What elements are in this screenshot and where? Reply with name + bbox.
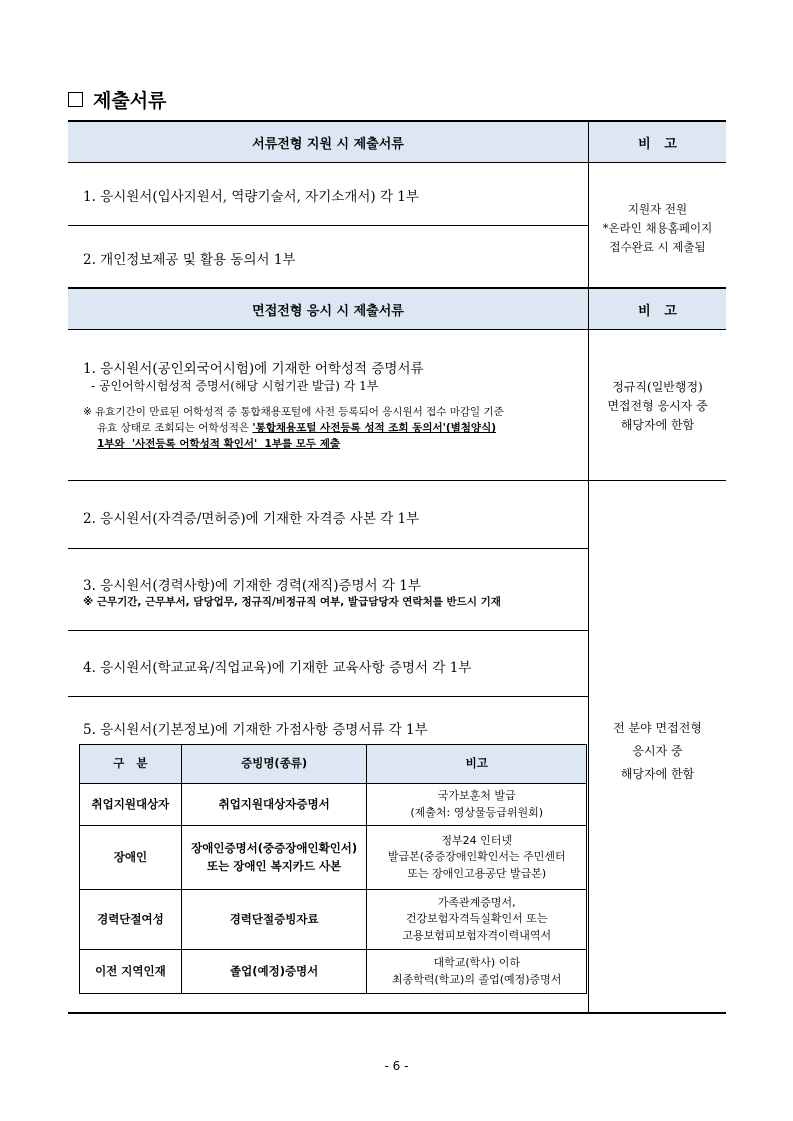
interview-item-3-note: ※ 근무기간, 근무부서, 담당업무, 정규직/비정규직 여부, 발급담당자 연락처를 반드시 기재	[83, 596, 501, 608]
rule	[68, 696, 588, 697]
rule	[68, 480, 726, 481]
interview-item-1-note-l2: 유효 상태로 조회되는 어학성적은 '통합채용포털 사전등록 성적 조회 동의서'(별첨양식)	[97, 422, 497, 434]
interview-item-4: 4. 응시원서(학교교육/직업교육)에 기재한 교육사항 증명서 각 1부	[83, 660, 472, 676]
row-category: 이전 지역인재	[80, 950, 182, 994]
interview-item-1-title: 1. 응시원서(공인외국어시험)에 기재한 어학성적 증명서류	[83, 361, 424, 377]
rule	[68, 120, 726, 122]
rule	[68, 225, 588, 226]
row-document: 장애인증명서(중증장애인확인서) 또는 장애인 복지카드 사본	[181, 826, 367, 890]
rule	[68, 162, 726, 163]
interview-remark-2: 전 분야 면접전형 응시자 중 해당자에 한함	[613, 721, 702, 781]
col-header-category: 구 분	[80, 745, 182, 784]
interview-item-3-title: 3. 응시원서(경력사항)에 기재한 경력(재직)증명서 각 1부	[83, 578, 421, 594]
table-row	[80, 784, 587, 826]
row-note: 국가보훈처 발급 (제출처: 영상물등급위원회)	[367, 784, 587, 826]
rule	[68, 630, 588, 631]
interview-item-1-sub: - 공인어학시험성적 증명서(해당 시험기관 발급) 각 1부	[91, 379, 379, 393]
rule	[68, 1012, 726, 1014]
rule	[68, 287, 726, 289]
interview-item-1-note-l1: ※ 유효기간이 만료된 어학성적 중 통합채용포털에 사전 등록되어 응시원서 접수 마감일 기준	[83, 406, 504, 418]
table-header-row	[80, 745, 587, 784]
interview-section-header: 면접전형 응시 시 제출서류	[252, 304, 404, 319]
row-document: 졸업(예정)증명서	[181, 950, 367, 994]
col-header-document: 증빙명(종류)	[181, 745, 367, 784]
interview-item-5-title: 5. 응시원서(기본정보)에 기재한 가점사항 증명서류 각 1부	[83, 722, 428, 738]
bonus-points-table	[79, 744, 587, 994]
doc-section-header: 서류전형 지원 시 제출서류	[252, 137, 404, 152]
interview-item-1-note-l3: 1부와 '사전등록 어학성적 확인서' 1부를 모두 제출	[97, 438, 341, 450]
interview-item-2: 2. 응시원서(자격증/면허증)에 기재한 자격증 사본 각 1부	[83, 511, 420, 527]
table-row	[80, 826, 587, 890]
col-header-note: 비고	[367, 745, 587, 784]
doc-remark: 지원자 전원 *온라인 채용홈페이지 접수완료 시 제출됨	[602, 202, 713, 254]
rule	[68, 548, 588, 549]
row-note: 정부24 인터넷 발급본(중증장애인확인서는 주민센터 또는 장애인고용공단 발급본)	[367, 826, 587, 890]
row-note: 대학교(학사) 이하 최종학력(학교)의 졸업(예정)증명서	[367, 950, 587, 994]
interview-remark-header: 비 고	[638, 304, 677, 319]
section-title: 제출서류	[68, 86, 166, 113]
rule	[68, 329, 726, 330]
page-number: - 6 -	[384, 1059, 409, 1073]
doc-item-2: 2. 개인정보제공 및 활용 동의서 1부	[83, 252, 296, 268]
row-document: 취업지원대상자증명서	[181, 784, 367, 826]
interview-remark-1: 정규직(일반행정) 면접전형 응시자 중 해당자에 한함	[607, 380, 708, 432]
checkbox-square-icon	[68, 92, 83, 107]
table-row	[80, 950, 587, 994]
doc-remark-header: 비 고	[638, 137, 677, 152]
row-document: 경력단절증빙자료	[181, 890, 367, 950]
row-category: 경력단절여성	[80, 890, 182, 950]
row-category: 취업지원대상자	[80, 784, 182, 826]
doc-item-1: 1. 응시원서(입사지원서, 역량기술서, 자기소개서) 각 1부	[83, 189, 419, 205]
row-category: 장애인	[80, 826, 182, 890]
row-note: 가족관계증명서, 건강보험자격득실확인서 또는 고용보험피보험자격이력내역서	[367, 890, 587, 950]
table-row	[80, 890, 587, 950]
